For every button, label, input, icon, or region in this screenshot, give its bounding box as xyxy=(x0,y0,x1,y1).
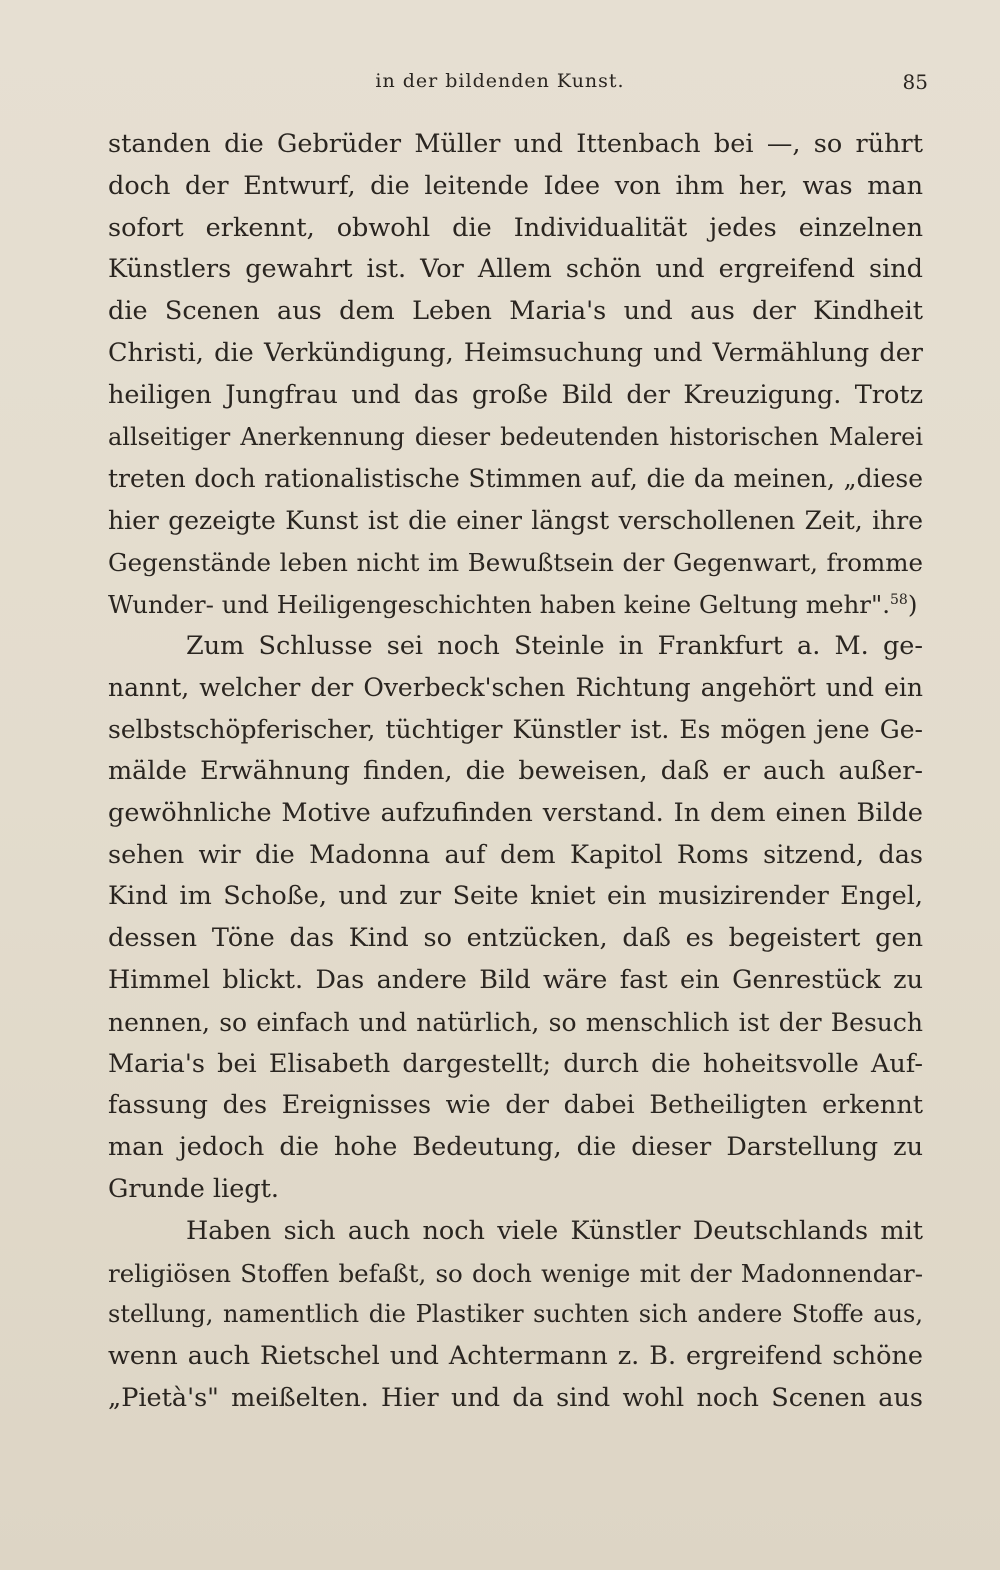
text-line: Künstlers gewahrt ist. Vor Allem schön und ergreifend sind xyxy=(108,254,923,285)
text-line: die Scenen aus dem Leben Maria's und aus der Kindheit xyxy=(108,296,923,327)
text-line: sehen wir die Madonna auf dem Kapitol Roms sitzend, das xyxy=(108,839,923,870)
text-line: Maria's bei Elisabeth dargestellt; durch die hoheitsvolle Auf- xyxy=(108,1048,923,1079)
text-line: selbstschöpferischer, tüchtiger Künstler ist. Es mögen jene Ge- xyxy=(108,715,923,745)
text-line: stellung, namentlich die Plastiker suchten sich andere Stoffe aus, xyxy=(108,1300,923,1329)
text-line: man jedoch die hohe Bedeutung, die dieser Darstellung zu xyxy=(108,1132,923,1163)
text-line-with-footnote xyxy=(108,584,923,626)
text-line: nannt, welcher der Overbeck'schen Richtung angehört und ein xyxy=(108,673,923,703)
text-line: allseitiger Anerkennung dieser bedeutenden historischen Malerei xyxy=(108,422,923,451)
text-line: doch der Entwurf, die leitende Idee von ihm her, was man xyxy=(108,170,923,201)
running-head xyxy=(0,66,1000,106)
text-line: Grunde liegt. xyxy=(108,1173,280,1204)
paragraph-3 xyxy=(108,1211,923,1420)
page-number: 85 xyxy=(902,70,928,94)
text-line: Christi, die Verkündigung, Heimsuchung und Vermählung der xyxy=(108,337,923,368)
text-line: mälde Erwähnung finden, die beweisen, daß er auch außer- xyxy=(108,755,923,786)
text-line: Himmel blickt. Das andere Bild wäre fast ein Genrestück zu xyxy=(108,964,923,995)
text-line: „Pietà's" meißelten. Hier und da sind wohl noch Scenen aus xyxy=(108,1382,923,1413)
text-line: hier gezeigte Kunst ist die einer längst verschollenen Zeit, ihre xyxy=(108,506,923,536)
text-line: sofort erkennt, obwohl die Individualität jedes einzelnen xyxy=(108,212,923,243)
running-title: in der bildenden Kunst. xyxy=(375,70,625,92)
paragraph-2 xyxy=(108,626,923,1211)
text-line: Gegenstände leben nicht im Bewußtsein der Gegenwart, fromme xyxy=(108,547,923,577)
text-line: Kind im Schoße, und zur Seite kniet ein musizirender Engel, xyxy=(108,881,923,912)
text-line: religiösen Stoffen befaßt, so doch wenige mit der Madonnendar- xyxy=(108,1258,923,1288)
footnote-close-paren: ) xyxy=(907,589,918,619)
text-line: fassung des Ereignisses wie der dabei Betheiligten erkennt xyxy=(108,1090,923,1121)
text-line-content: Wunder- und Heiligengeschichten haben keine Geltung mehr". xyxy=(108,589,891,619)
body-text xyxy=(108,124,923,1420)
text-line: wenn auch Rietschel und Achtermann z. B. ergreifend schöne xyxy=(108,1341,923,1372)
text-line: Haben sich auch noch viele Künstler Deutschlands mit xyxy=(186,1215,923,1246)
text-line: heiligen Jungfrau und das große Bild der Kreuzigung. Trotz xyxy=(108,379,923,410)
text-line: gewöhnliche Motive aufzufinden verstand. In dem einen Bilde xyxy=(108,797,923,828)
text-line: standen die Gebrüder Müller und Ittenbach bei —, so rührt xyxy=(108,129,923,159)
text-line: Zum Schlusse sei noch Steinle in Frankfurt a. M. ge- xyxy=(186,630,923,661)
paragraph-1 xyxy=(108,124,923,626)
text-line: dessen Töne das Kind so entzücken, daß es begeistert gen xyxy=(108,923,923,954)
text-line: treten doch rationalistische Stimmen auf, die da meinen, „diese xyxy=(108,464,923,494)
footnote-reference: 58 xyxy=(890,591,908,608)
text-line: nennen, so einfach und natürlich, so menschlich ist der Besuch xyxy=(108,1007,923,1037)
